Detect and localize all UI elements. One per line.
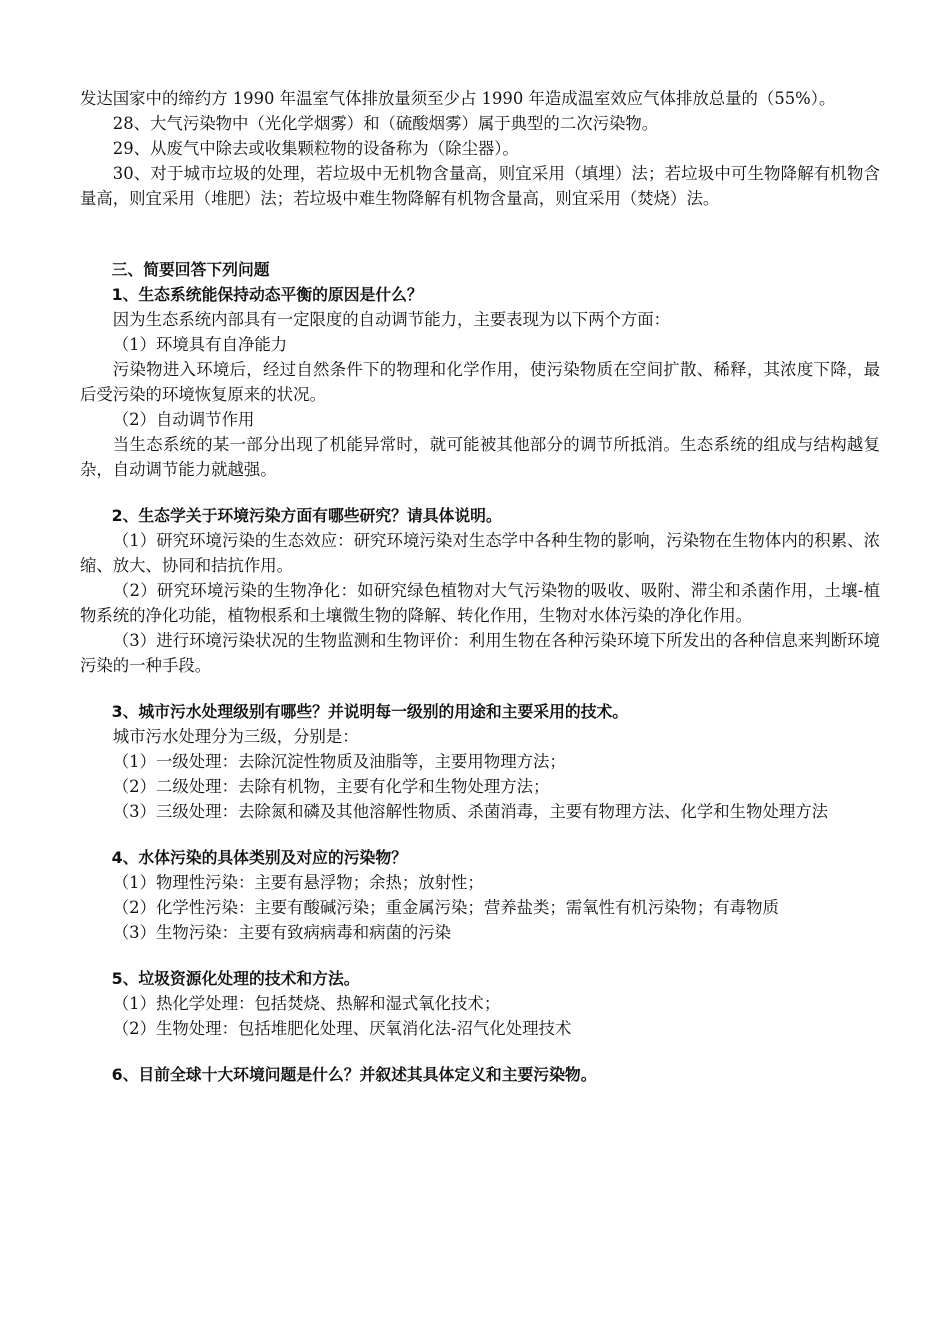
question-3-title: 3、城市污水处理级别有哪些？并说明每一级别的用途和主要采用的技术。 (111, 702, 629, 721)
answer-3-point-1: （1）一级处理：去除沉淀性物质及油脂等，主要用物理方法； (112, 752, 566, 771)
answer-5-point-2: （2）生物处理：包括堆肥化处理、厌氧消化法-沼气化处理技术 (112, 1019, 572, 1038)
question-1-title: 1、生态系统能保持动态平衡的原因是什么？ (111, 285, 423, 304)
answer-3-intro: 城市污水处理分为三级，分别是： (112, 727, 359, 746)
question-5-title: 5、垃圾资源化处理的技术和方法。 (111, 969, 360, 988)
answer-1-point-1-text: 污染物进入环境后，经过自然条件下的物理和化学作用，使污染物质在空间扩散、稀释，其浓度下降，最后受污染的环境恢复原来的状况。 (80, 360, 880, 404)
answer-1-point-1: （1）环境具有自净能力 (112, 335, 288, 354)
answer-2-point-2: （2）研究环境污染的生物净化：如研究绿色植物对大气污染物的吸收、吸附、滞尘和杀菌作用，土壤-植物系统的净化功能，植物根系和土壤微生物的降解、转化作用，生物对水体污染的净化作用。 (80, 581, 880, 625)
answer-1-intro: 因为生态系统内部具有一定限度的自动调节能力，主要表现为以下两个方面： (112, 310, 671, 329)
question-4-title: 4、水体污染的具体类别及对应的污染物？ (111, 848, 407, 867)
answer-4-point-3: （3）生物污染：主要有致病病毒和病菌的污染 (112, 923, 452, 942)
paragraph-continued: 发达国家中的缔约方 1990 年温室气体排放量须至少占 1990 年造成温室效应气体排放总量的（55%）。 (80, 89, 836, 108)
item-30: 30、对于城市垃圾的处理，若垃圾中无机物含量高，则宜采用（填埋）法；若垃圾中可生物降解有机物含量高，则宜采用（堆肥）法；若垃圾中难生物降解有机物含量高，则宜采用（焚烧）法。 (80, 164, 880, 208)
answer-2-point-3: （3）进行环境污染状况的生物监测和生物评价：利用生物在各种污染环境下所发出的各种信息来判断环境污染的一种手段。 (80, 631, 880, 675)
answer-3-point-2: （2）二级处理：去除有机物，主要有化学和生物处理方法； (112, 777, 550, 796)
document-page (80, 86, 880, 1087)
answer-4-point-2: （2）化学性污染：主要有酸碱污染；重金属污染；营养盐类；需氧性有机污染物；有毒物质 (112, 898, 779, 917)
answer-5-point-1: （1）热化学处理：包括焚烧、热解和湿式氧化技术； (112, 994, 501, 1013)
item-29: 29、从废气中除去或收集颗粒物的设备称为（除尘器）。 (112, 139, 519, 158)
answer-1-point-2: （2）自动调节作用 (112, 410, 255, 429)
question-2-title: 2、生态学关于环境污染方面有哪些研究？请具体说明。 (111, 506, 502, 525)
question-6-title: 6、目前全球十大环境问题是什么？并叙述其具体定义和主要污染物。 (111, 1065, 597, 1084)
answer-4-point-1: （1）物理性污染：主要有悬浮物；余热；放射性； (112, 873, 484, 892)
answer-3-point-3: （3）三级处理：去除氮和磷及其他溶解性物质、杀菌消毒，主要有物理方法、化学和生物处理方法 (112, 802, 829, 821)
answer-2-point-1: （1）研究环境污染的生态效应：研究环境污染对生态学中各种生物的影响，污染物在生物体内的积累、浓缩、放大、协同和拮抗作用。 (80, 531, 880, 575)
item-28: 28、大气污染物中（光化学烟雾）和（硫酸烟雾）属于典型的二次污染物。 (112, 114, 659, 133)
section-title: 三、简要回答下列问题 (111, 260, 270, 279)
answer-1-point-2-text: 当生态系统的某一部分出现了机能异常时，就可能被其他部分的调节所抵消。生态系统的组成与结构越复杂，自动调节能力就越强。 (80, 435, 880, 479)
